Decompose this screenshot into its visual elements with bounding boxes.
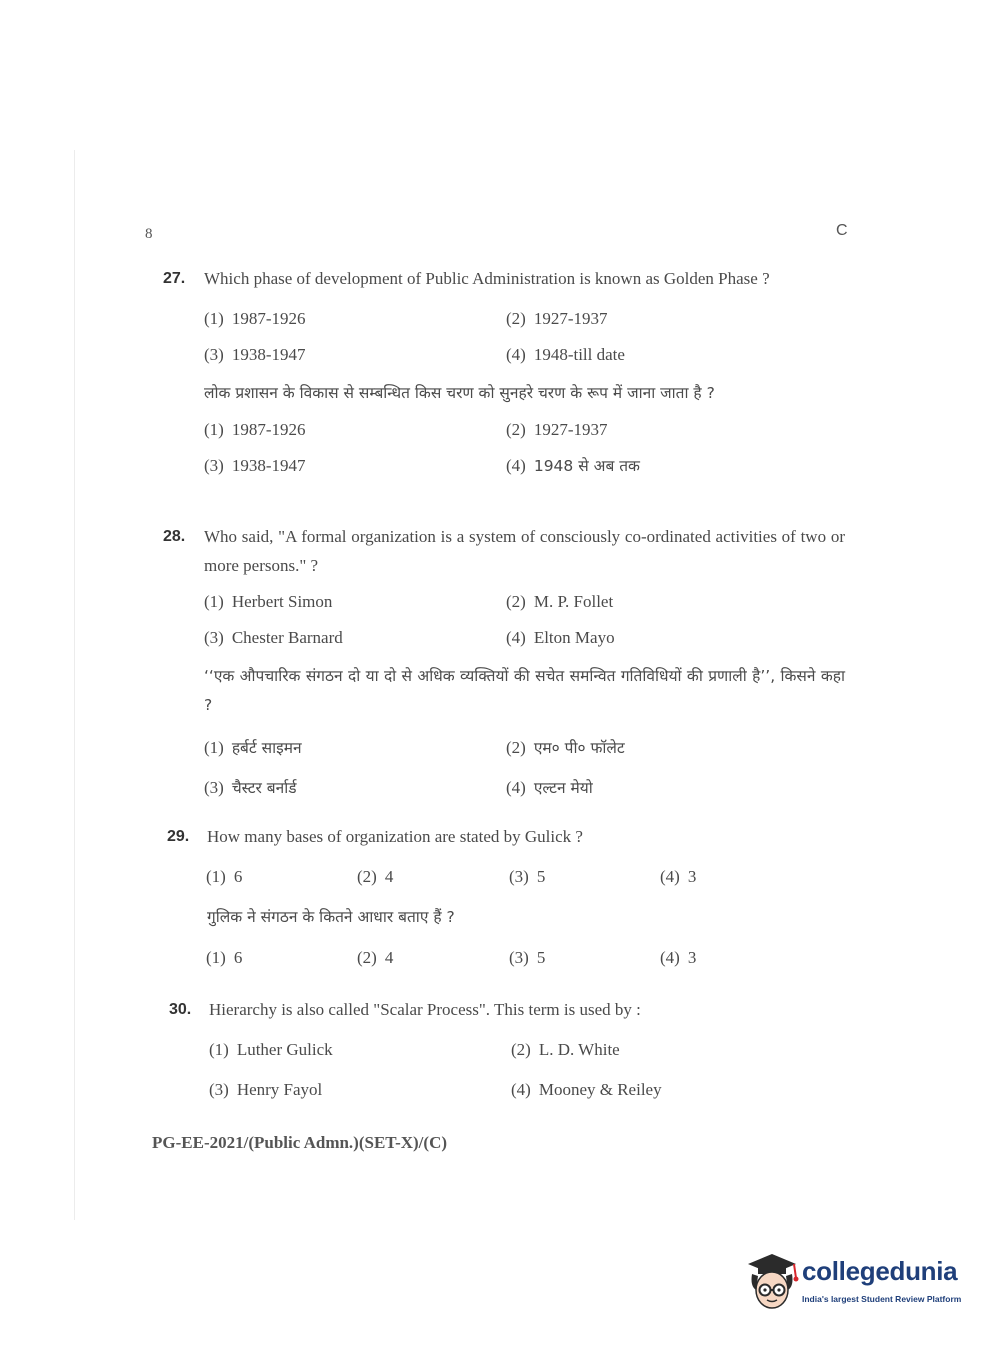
options-english [206, 857, 845, 897]
option-3: (3) Henry Fayol [209, 1080, 323, 1099]
question-number: 27. [163, 270, 186, 287]
option-4: (4) 1948-till date [506, 345, 625, 364]
option-4-hindi: (4) 3 [660, 948, 697, 967]
option-4: (4) Elton Mayo [506, 628, 615, 647]
options-hindi [206, 938, 845, 978]
options-english [209, 1030, 845, 1110]
option-3-hindi: (3) चैस्टर बर्नार्ड [204, 778, 297, 797]
option-4: (4) 3 [660, 867, 697, 886]
question-stem [163, 264, 845, 293]
option-1-hindi: (1) 1987-1926 [204, 420, 306, 439]
question-29 [163, 822, 845, 978]
question-text: Who said, "A formal organization is a system of consciously co-ordinated activities of two or more persons." ? [204, 527, 845, 575]
option-1: (1) Herbert Simon [204, 592, 333, 611]
option-2: (2) M. P. Follet [506, 592, 614, 611]
question-27 [163, 264, 845, 484]
option-4-hindi: (4) एल्टन मेयो [506, 778, 593, 797]
collegedunia-logo [742, 1250, 972, 1320]
option-1: (1) Luther Gulick [209, 1040, 333, 1059]
question-number: 30. [169, 1001, 192, 1018]
question-text-hindi: ‘‘एक औपचारिक संगठन दो या दो से अधिक व्यक्तियों की सचेत समन्वित गतिविधियों की प्रणाली है’’, किसने कहा ? [204, 667, 845, 714]
options-hindi [204, 728, 845, 808]
option-3: (3) Chester Barnard [204, 628, 343, 647]
option-3-hindi: (3) 1938-1947 [204, 456, 306, 475]
option-2-hindi: (2) 1927-1937 [506, 420, 608, 439]
question-number: 28. [163, 528, 186, 545]
page-number: 8 [145, 226, 153, 242]
option-2-hindi: (2) 4 [357, 948, 394, 967]
option-1-hindi: (1) 6 [206, 948, 243, 967]
question-number: 29. [167, 828, 190, 845]
option-2-hindi: (2) एम० पी० फॉलेट [506, 738, 625, 757]
option-1: (1) 6 [206, 867, 243, 886]
mascot-icon [742, 1250, 800, 1312]
question-stem [163, 822, 845, 851]
question-stem [163, 995, 845, 1024]
options-hindi [204, 412, 845, 484]
option-2: (2) 1927-1937 [506, 309, 608, 328]
page-edge-line [74, 150, 75, 1220]
option-3: (3) 5 [509, 867, 546, 886]
set-letter: C [836, 222, 848, 239]
question-text: Hierarchy is also called "Scalar Process". This term is used by : [209, 1000, 641, 1019]
paper-code: PG-EE-2021/(Public Admn.)(SET-X)/(C) [152, 1133, 448, 1152]
question-text-hindi: लोक प्रशासन के विकास से सम्बन्धित किस चरण को सुनहरे चरण के रूप में जाना जाता है ? [204, 384, 715, 402]
question-text: Which phase of development of Public Administration is known as Golden Phase ? [204, 269, 770, 288]
question-28 [163, 522, 845, 808]
option-3: (3) 1938-1947 [204, 345, 306, 364]
brand-tagline: India's largest Student Review Platform [802, 1294, 962, 1304]
option-4-hindi: (4) 1948 से अब तक [506, 456, 640, 475]
option-4: (4) Mooney & Reiley [511, 1080, 662, 1099]
option-2: (2) 4 [357, 867, 394, 886]
option-2: (2) L. D. White [511, 1040, 620, 1059]
option-3-hindi: (3) 5 [509, 948, 546, 967]
option-1-hindi: (1) हर्बर्ट साइमन [204, 738, 302, 757]
options-english [204, 584, 845, 656]
brand-name: collegedunia [802, 1256, 958, 1286]
option-1: (1) 1987-1926 [204, 309, 306, 328]
question-text: How many bases of organization are stated by Gulick ? [207, 827, 583, 846]
question-stem [163, 522, 845, 580]
question-text-hindi: गुलिक ने संगठन के कितने आधार बताए हैं ? [207, 908, 455, 926]
options-english [204, 301, 845, 373]
question-30 [163, 995, 845, 1110]
